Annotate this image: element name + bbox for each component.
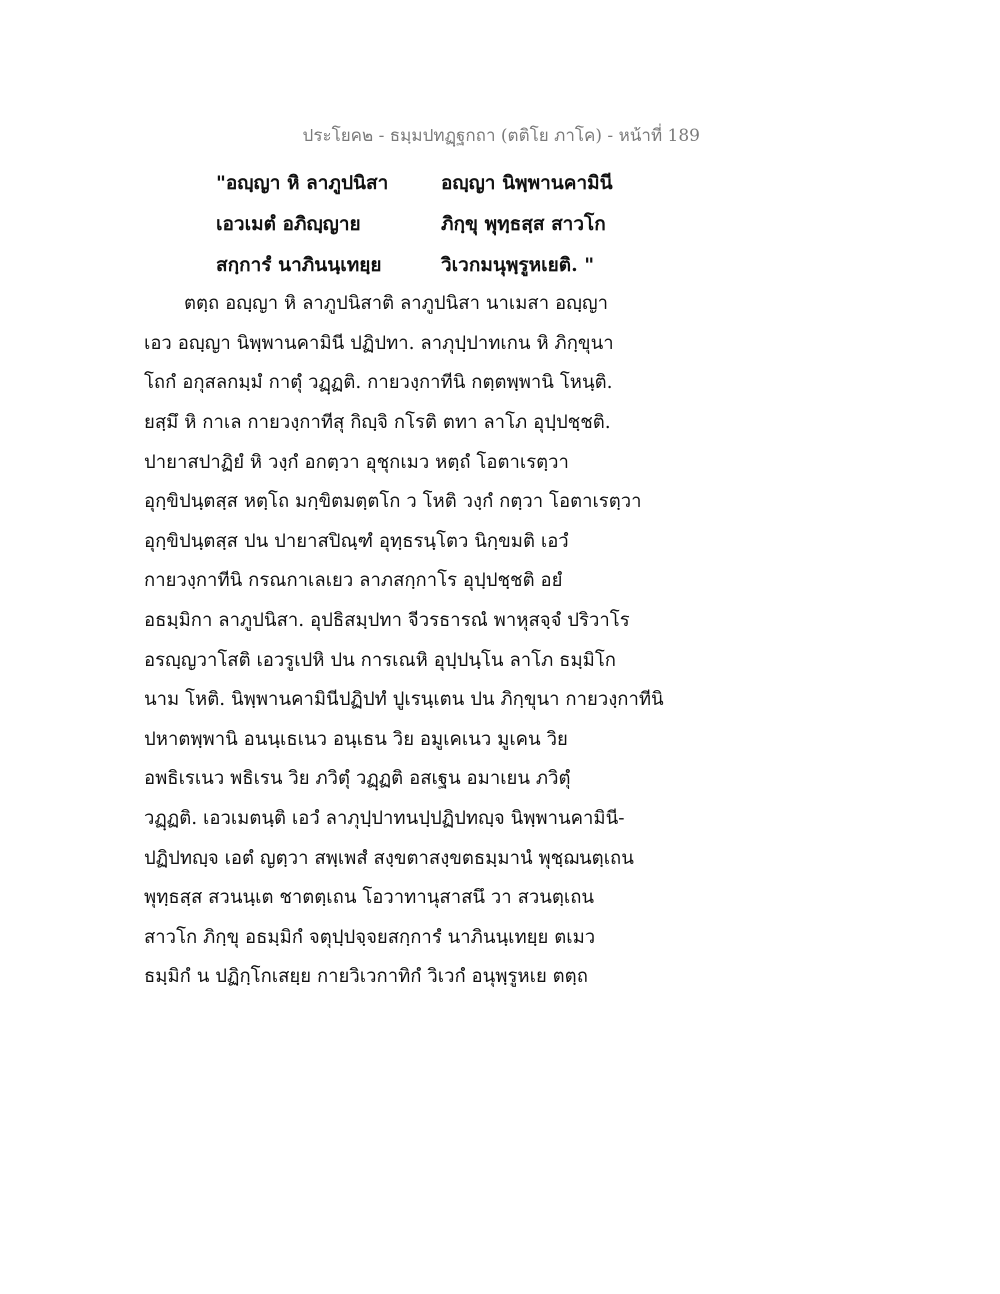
verse-line [216,162,696,203]
verse-line [216,244,696,285]
text-line: อรญฺญวาโสติ เอวรูเปหิ ปน การเณหิ อุปฺปนฺโน ลาโภ ธมฺมิโก [144,649,616,671]
text-line: นาม โหติ. นิพฺพานคามินีปฏิปทํ ปูเรนฺเตน ปน ภิกฺขุนา กายวงฺกาทีนิ [144,689,664,711]
text-line: อธมฺมิกา ลาภูปนิสา. อุปธิสมฺปทา จีวรธารณํ พาหุสจฺจํ ปริวาโร [144,610,630,632]
verse-line-first-half: สกฺการํ นาภินนฺเทยฺย [216,253,382,276]
running-header: ประโยค๒ - ธมฺมปทฏฺฐกถา (ตติโย ภาโค) - หน้าที่ 189 [302,126,700,146]
verse-line-first-half: เอวเมตํ อภิญฺญาย [216,212,361,235]
text-line: พุทฺธสฺส สวนนฺเต ชาตตฺเถน โอวาทานุสาสนึ วา สวนตฺเถน [144,887,595,909]
verse-line-second-half: ภิกฺขุ พุทฺธสฺส สาวโก [441,212,606,235]
text-line: ปหาตพฺพานิ อนนฺเธเนว อนฺเธน วิย อมูเคเนว มูเคน วิย [144,728,568,750]
text-line: เอว อญฺญา นิพฺพานคามินี ปฏิปทา. ลาภุปฺปาทเกน หิ ภิกฺขุนา [144,332,614,354]
text-line: กายวงฺกาทีนิ กรณกาเลเยว ลาภสกฺกาโร อุปฺปชฺชติ อยํ [144,570,563,592]
text-line: ธมฺมิกํ น ปฏิกฺโกเสยฺย กายวิเวกาทิกํ วิเวกํ อนุพฺรูหเย ตตฺถ [144,966,588,988]
verse-line-second-half: อญฺญา นิพฺพานคามินี [441,171,613,194]
text-line: โถกํ อกุสลกมฺมํ กาตุํ วฏฺฏติ. กายวงฺกาทีนิ กตฺตพฺพานิ โหนฺติ. [144,372,613,394]
text-line: ตตฺถ อญฺญา หิ ลาภูปนิสาติ ลาภูปนิสา นาเมสา อญฺญา [184,293,608,315]
text-line: อพธิเรเนว พธิเรน วิย ภวิตุํ วฏฺฏติ อสเฐน อมาเยน ภวิตุํ [144,768,571,790]
text-line: ปายาสปาฏิยํ หิ วงฺกํ อกตฺวา อุชุกเมว หตฺถํ โอตาเรตฺวา [144,451,569,473]
commentary-paragraph [144,284,704,997]
text-line: ยสฺมึ หิ กาเล กายวงฺกาทีสุ กิญฺจิ กโรติ ตทา ลาโภ อุปฺปชฺชติ. [144,412,611,434]
verse-line-second-half: วิเวกมนุพฺรูหเยติ. " [441,253,595,276]
verse-line [216,203,696,244]
verse-block [216,162,696,285]
text-line: วฏฺฏติ. เอวเมตนฺติ เอวํ ลาภุปฺปาทนปฺปฏิปทญฺจ นิพฺพานคามินี- [144,808,625,830]
verse-line-first-half: "อญฺญา หิ ลาภูปนิสา [216,171,389,194]
text-line: สาวโก ภิกฺขุ อธมฺมิกํ จตุปฺปจฺจยสกฺการํ นาภินนฺเทยฺย ตเมว [144,926,596,948]
text-line: อุกฺขิปนฺตสฺส ปน ปายาสปิณฺฑํ อุทฺธรนฺโตว นิกฺขมติ เอวํ [144,530,569,552]
text-line: อุกฺขิปนฺตสฺส หตฺโถ มกฺขิตมตฺตโก ว โหติ วงฺกํ กตฺวา โอตาเรตฺวา [144,491,642,513]
text-line: ปฏิปทญฺจ เอตํ ญตฺวา สพฺเพสํ สงฺขตาสงฺขตธมฺมานํ พุชฺฌนตฺเถน [144,847,634,869]
